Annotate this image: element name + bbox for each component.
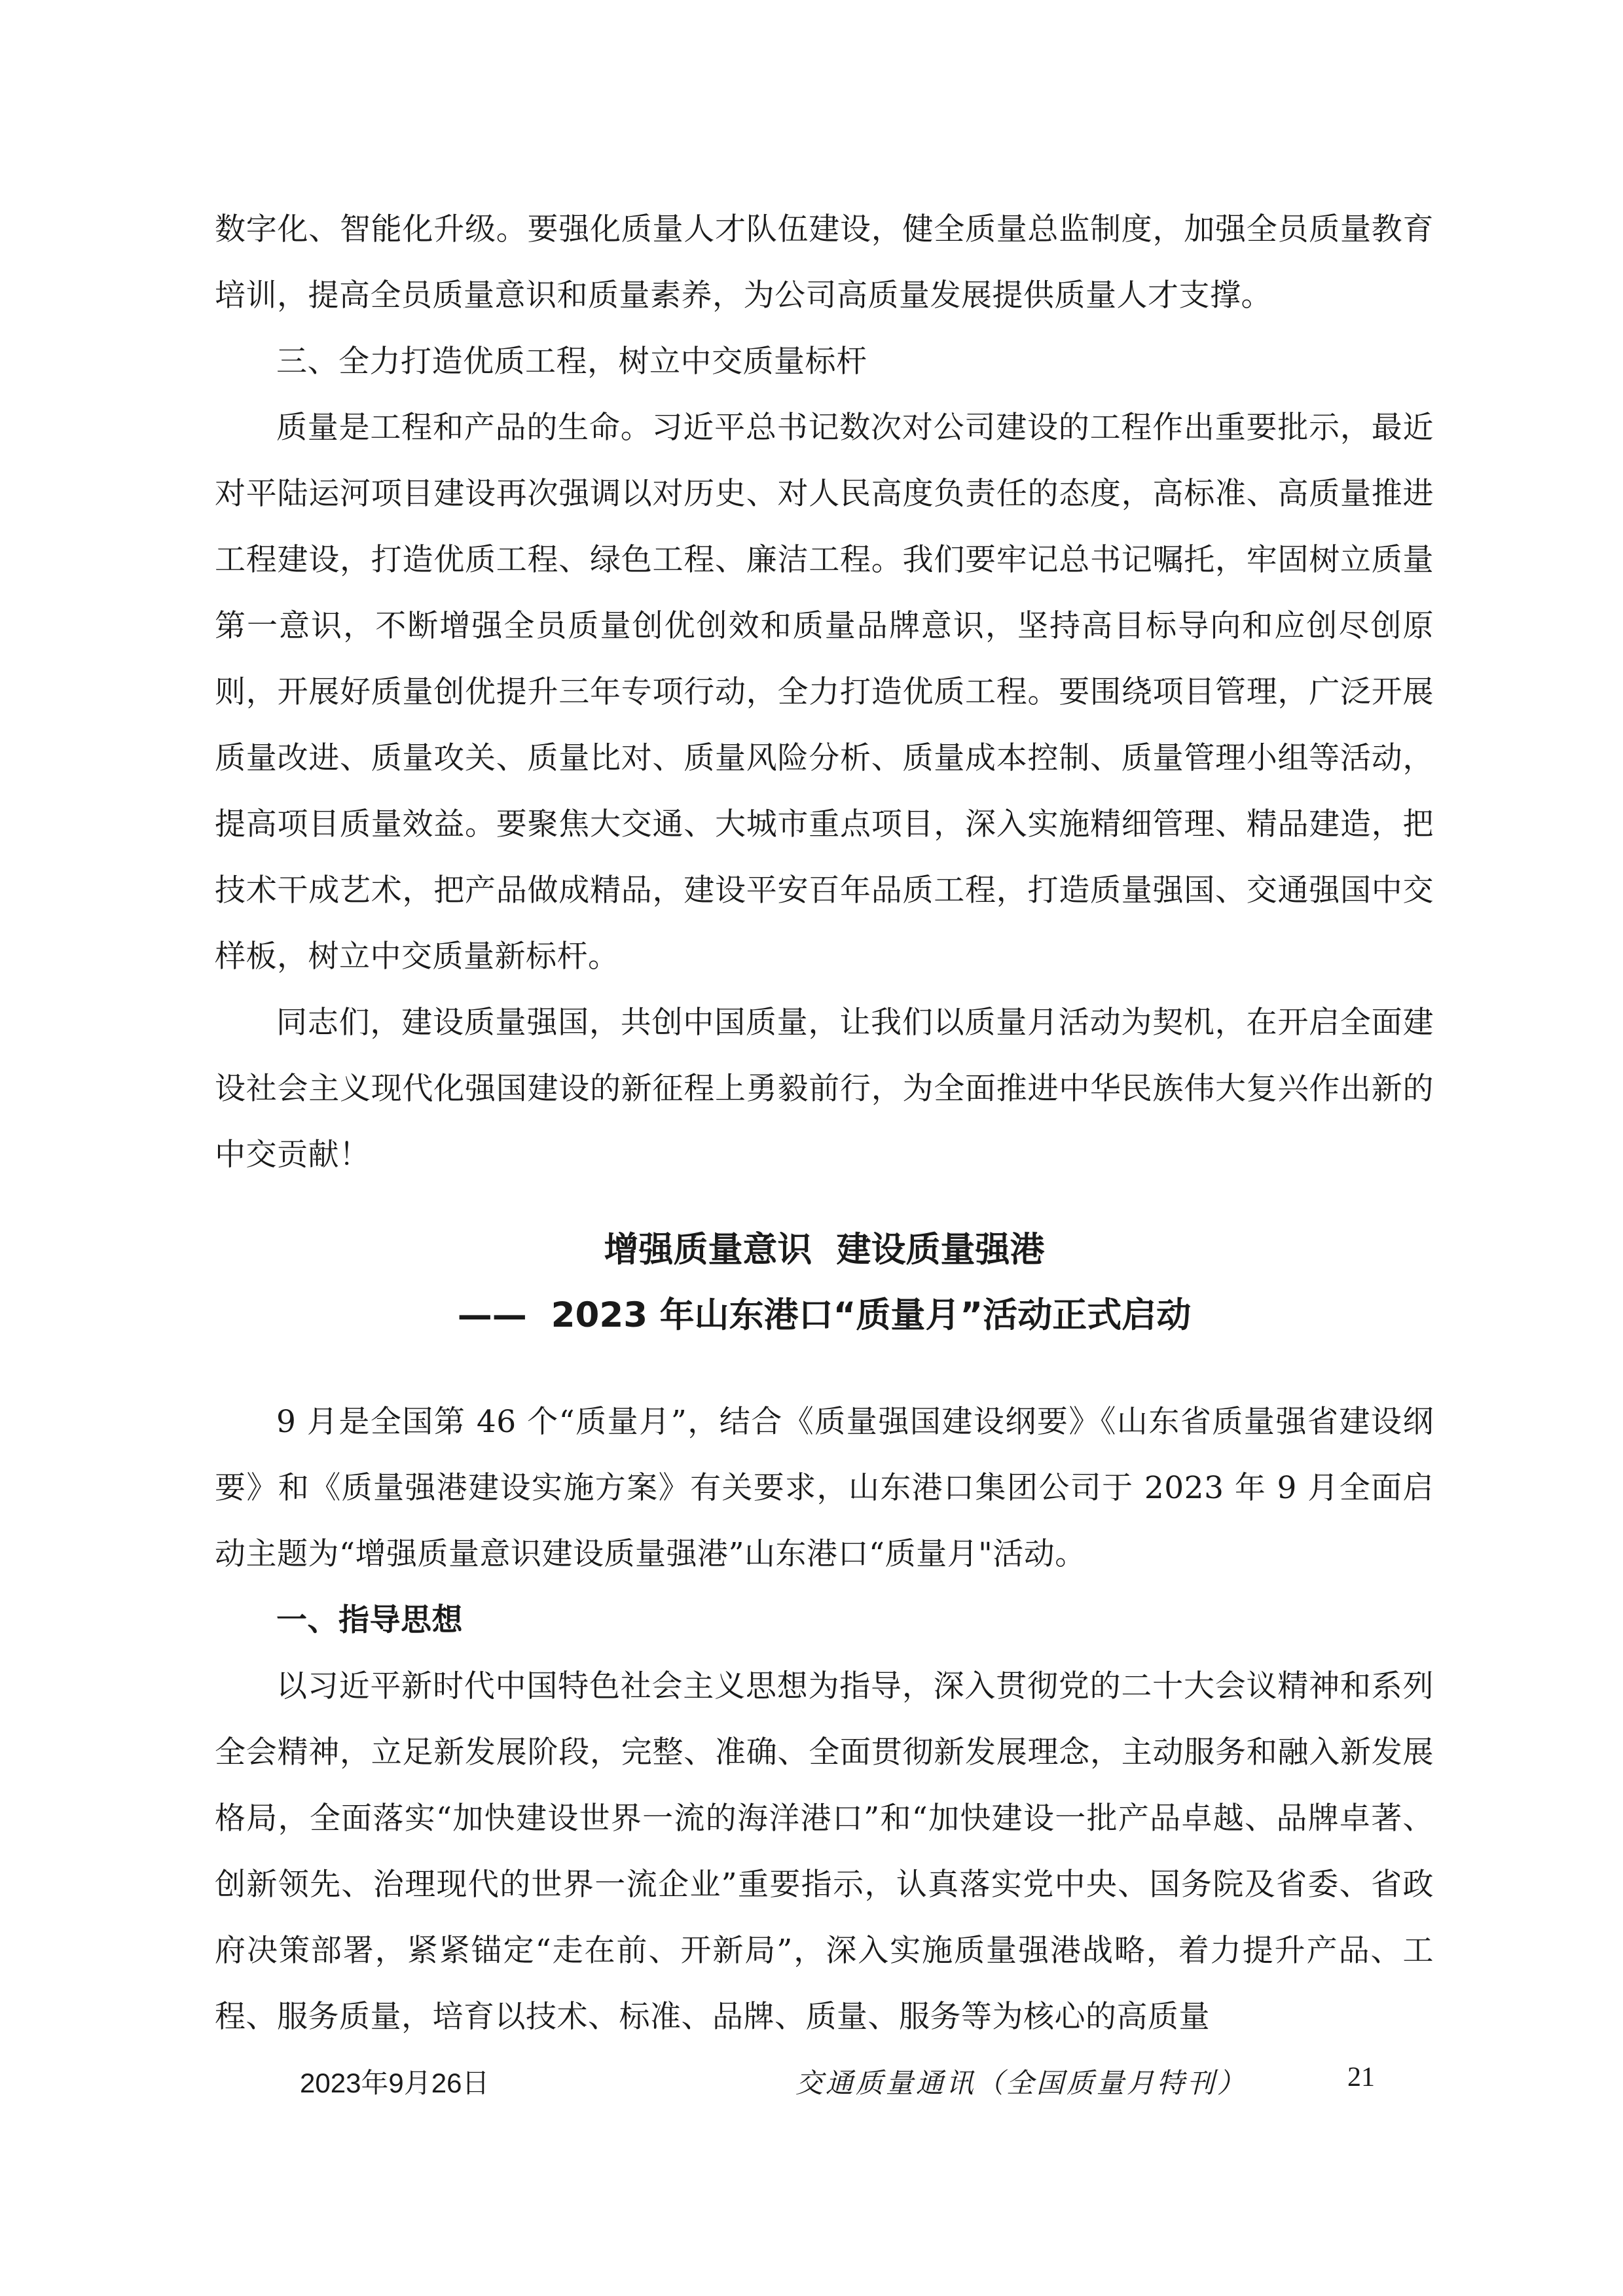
section-heading-3: 三、全力打造优质工程，树立中交质量标杆 [276,344,867,380]
article-intro: 9 月是全国第 46 个“质量月”，结合《质量强国建设纲要》《山东省质量强省建设纲要》和《质量强港建设实施方案》有关要求，山东港口集团公司于 2023 年 9 月全面启动主题为“增强质量意识建设质量强港”山东港口“质量月"活动。 [215,1404,1434,1572]
page-number: 21 [1347,2062,1375,2092]
guiding-paragraph: 以习近平新时代中国特色社会主义思想为指导，深入贯彻党的二十大会议精神和系列全会精神，立足新发展阶段，完整、准确、全面贯彻新发展理念，主动服务和融入新发展格局，全面落实“加快建设世界一流的海洋港口”和“加快建设一批产品卓越、品牌卓著、创新领先、治理现代的世界一流企业”重要指示，认真落实党中央、国务院及省委、省政府决策部署，紧紧锚定“走在前、开新局”，深入实施质量强港战略，着力提升产品、工程、服务质量，培育以技术、标准、品牌、质量、服务等为核心的高质量 [215,1668,1434,2035]
footer-date: 2023年9月26日 [300,2068,490,2098]
article-subtitle: —— 2023 年山东港口“质量月”活动正式启动 [457,1295,1192,1335]
page-footer [0,2062,1623,2114]
section-top [215,196,1434,1188]
paragraph-continued: 数字化、智能化升级。要强化质量人才队伍建设，健全质量总监制度，加强全员质量教育培训，提高全员质量意识和质量素养，为公司高质量发展提供质量人才支撑。 [215,211,1434,314]
paragraph-quality: 质量是工程和产品的生命。习近平总书记数次对公司建设的工程作出重要批示，最近对平陆运河项目建设再次强调以对历史、对人民高度负责任的态度，高标准、高质量推进工程建设，打造优质工程、绿色工程、廉洁工程。我们要牢记总书记嘱托，牢固树立质量第一意识，不断增强全员质量创优创效和质量品牌意识，坚持高目标导向和应创尽创原则，开展好质量创优提升三年专项行动，全力打造优质工程。要围绕项目管理，广泛开展质量改进、质量攻关、质量比对、质量风险分析、质量成本控制、质量管理小组等活动，提高项目质量效益。要聚焦大交通、大城市重点项目，深入实施精细管理、精品建造，把技术干成艺术，把产品做成精品，建设平安百年品质工程，打造质量强国、交通强国中交样板，树立中交质量新标杆。 [215,410,1434,975]
article-body [215,1389,1434,2050]
article-title-block [215,1217,1434,1348]
footer-publication: 交通质量通讯（全国质量月特刊） [795,2067,1248,2099]
article-title: 增强质量意识 建设质量强港 [604,1230,1045,1270]
article-heading-1: 一、指导思想 [276,1602,463,1638]
paragraph-closing: 同志们，建设质量强国，共创中国质量，让我们以质量月活动为契机，在开启全面建设社会主义现代化强国建设的新征程上勇毅前行，为全面推进中华民族伟大复兴作出新的中交贡献！ [215,1005,1434,1173]
